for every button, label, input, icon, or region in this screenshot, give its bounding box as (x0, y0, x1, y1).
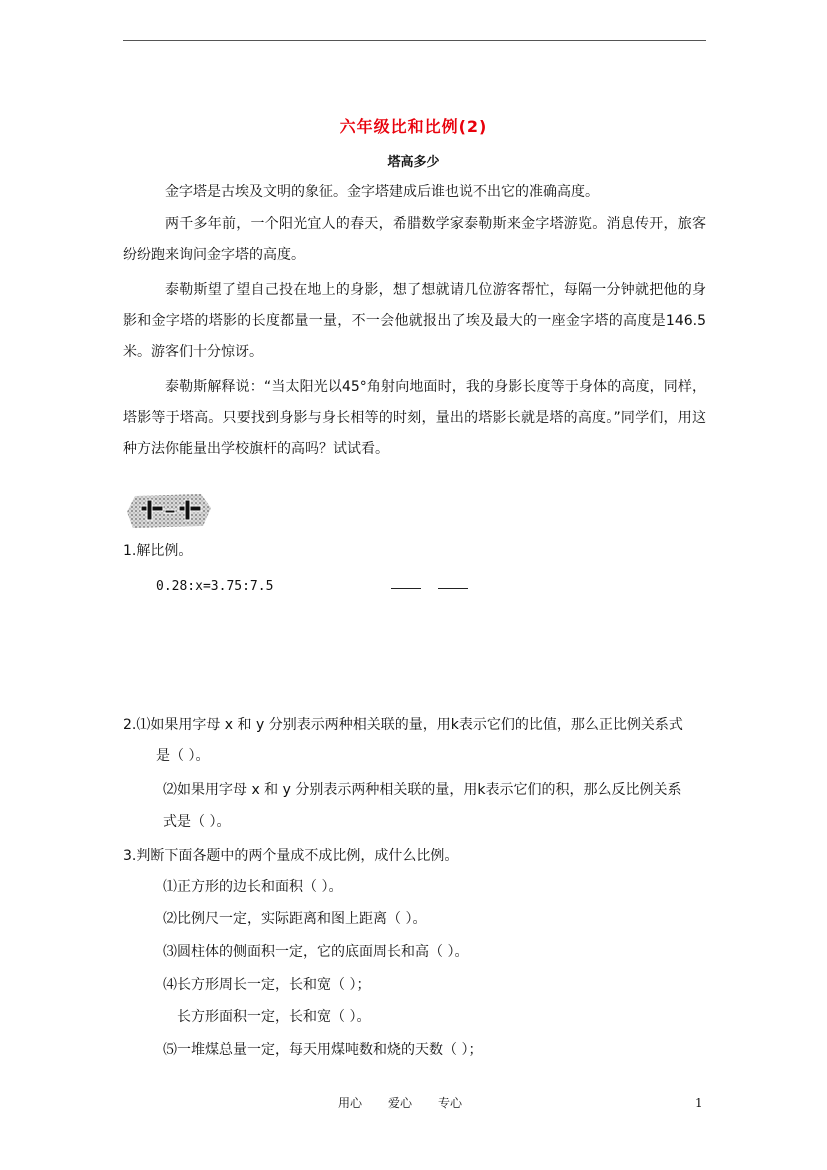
question-1-equation: 0.28:x=3.75:7.5 (156, 579, 274, 594)
question-2a-line-2: 是（ ）。 (156, 748, 210, 764)
question-3-label: 3.判断下面各题中的两个量成不成比例，成什么比例。 (123, 848, 459, 864)
paragraph-2: 两千多年前，一个阳光宜人的春天，希腊数学家泰勒斯来金字塔游览。消息传开，旅客纷纷跑来询问金字塔的高度。 (123, 216, 706, 263)
answer-blank-2 (438, 588, 468, 589)
question-3-item-4b: 长方形面积一定，长和宽（ ）。 (177, 1009, 371, 1025)
page-title: 六年级比和比例(2) (339, 117, 488, 136)
question-1-label: 1.解比例。 (123, 543, 193, 559)
header-rule (123, 40, 706, 41)
question-2b-line-1: ⑵如果用字母 x 和 y 分别表示两种相关联的量，用k表示它们的积，那么反比例关系 (163, 782, 682, 798)
question-3-item-4: ⑷长方形周长一定，长和宽（ ）； (163, 977, 371, 993)
try-it-badge (123, 490, 213, 530)
footer-word-2: 爱心 (388, 1096, 413, 1110)
question-3-item-2: ⑵比例尺一定，实际距离和图上距离（ ）。 (163, 911, 427, 927)
question-3-item-5: ⑸一堆煤总量一定，每天用煤吨数和烧的天数（ ）； (163, 1042, 483, 1058)
footer-word-3: 专心 (438, 1096, 463, 1110)
answer-blank-1 (391, 588, 421, 589)
try-it-badge-art (123, 490, 213, 530)
paragraph-3: 泰勒斯望了望自己投在地上的身影，想了想就请几位游客帮忙，每隔一分钟就把他的身影和金字塔的塔影的长度都量一量，不一会他就报出了埃及最大的一座金字塔的高度是146.5米。游客们十分惊讶。 (123, 282, 706, 360)
paragraph-1: 金字塔是古埃及文明的象征。金字塔建成后谁也说不出它的准确高度。 (165, 184, 599, 200)
page-number: 1 (695, 1096, 703, 1110)
paragraph-4: 泰勒斯解释说：“当太阳光以45°角射向地面时，我的身影长度等于身体的高度，同样，塔影等于塔高。只要找到身影与身长相等的时刻，量出的塔影长就是塔的高度。”同学们，用这种方法你能量出学校旗杆的高吗？试试看。 (123, 379, 706, 457)
question-2b-line-2: 式是（ ）。 (163, 814, 231, 830)
question-3-item-3: ⑶圆柱体的侧面积一定，它的底面周长和高（ ）。 (163, 944, 469, 960)
question-2a-line-1: 2.⑴如果用字母 x 和 y 分别表示两种相关联的量，用k表示它们的比值，那么正比例关系式 (123, 717, 683, 733)
footer-word-1: 用心 (338, 1096, 363, 1110)
section-subtitle: 塔高多少 (387, 155, 440, 170)
question-3-item-1: ⑴正方形的边长和面积（ ）。 (163, 879, 343, 895)
